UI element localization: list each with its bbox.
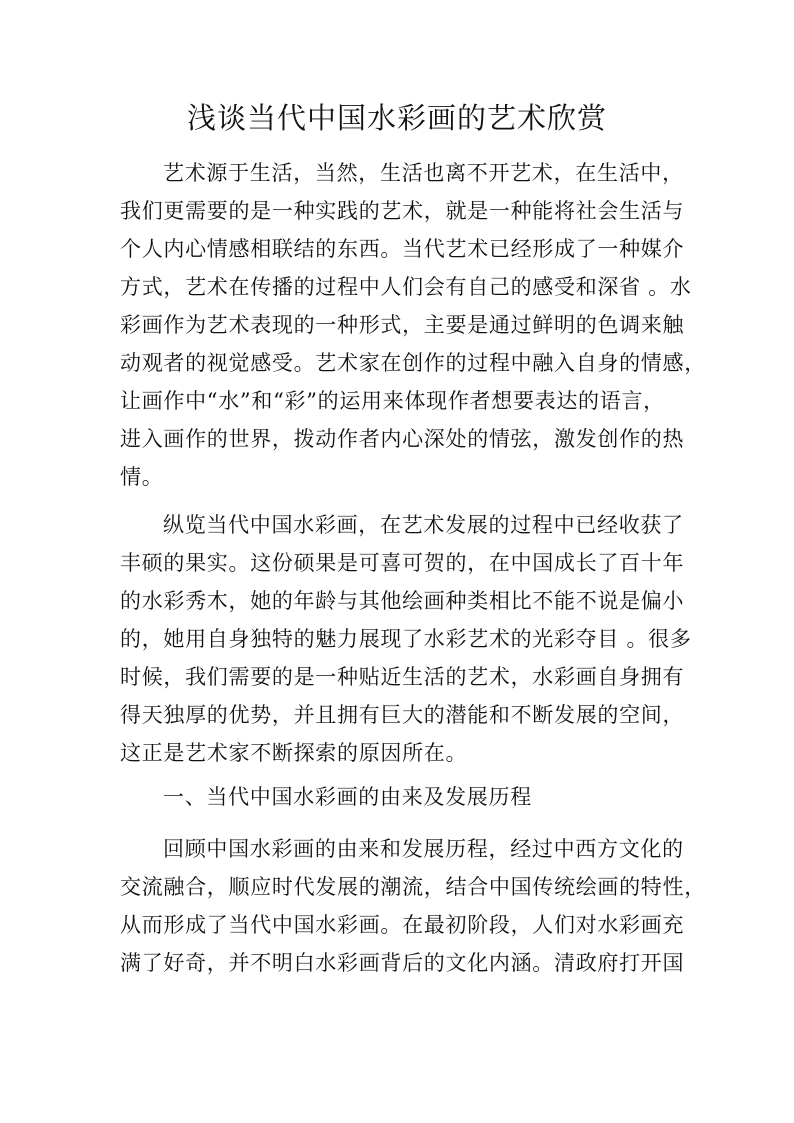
paragraph-2-line-4: 的，她用自身独特的魅力展现了水彩艺术的光彩夺目 。很多 (120, 627, 692, 651)
paragraph-1-line-2: 我们更需要的是一种实践的艺术，就是一种能将社会生活与 (120, 199, 685, 223)
paragraph-2-line-1: 纵览当代中国水彩画，在艺术发展的过程中已经收获了 (163, 513, 684, 537)
paragraph-3-line-1: 回顾中国水彩画的由来和发展历程，经过中西方文化的 (163, 837, 684, 861)
section-heading-1: 一、当代中国水彩画的由来及发展历程 (163, 785, 532, 809)
paragraph-3-line-2: 交流融合，顺应时代发展的潮流，结合中国传统绘画的特性， (120, 875, 706, 899)
document-title: 浅谈当代中国水彩画的艺术欣赏 (186, 101, 607, 135)
paragraph-2-line-6: 得天独厚的优势，并且拥有巨大的潜能和不断发展的空间， (120, 703, 685, 727)
paragraph-1-line-6: 动观者的视觉感受。艺术家在创作的过程中融入自身的情感， (120, 351, 706, 375)
paragraph-3-line-3: 从而形成了当代中国水彩画。在最初阶段，人们对水彩画充 (120, 913, 685, 937)
paragraph-1-line-3: 个人内心情感相联结的东西。当代艺术已经形成了一种媒介 (120, 237, 685, 261)
paragraph-1-line-1: 艺术源于生活，当然，生活也离不开艺术，在生活中， (163, 161, 684, 185)
paragraph-2-line-5: 时候，我们需要的是一种贴近生活的艺术，水彩画自身拥有 (120, 665, 685, 689)
paragraph-1-line-8: 进入画作的世界，拨动作者内心深处的情弦，激发创作的热 (120, 427, 685, 451)
paragraph-2-line-3: 的水彩秀木，她的年龄与其他绘画种类相比不能不说是偏小 (120, 589, 685, 613)
paragraph-1-line-4: 方式，艺术在传播的过程中人们会有自己的感受和深省 。水 (120, 275, 692, 299)
paragraph-2-line-2: 丰硕的果实。这份硕果是可喜可贺的，在中国成长了百十年 (120, 551, 685, 575)
paragraph-1-line-9: 情。 (120, 465, 164, 489)
paragraph-3-line-4: 满了好奇，并不明白水彩画背后的文化内涵。清政府打开国 (120, 951, 685, 975)
paragraph-1-line-7: 让画作中“水”和“彩”的运用来体现作者想要表达的语言， (120, 389, 665, 413)
paragraph-1-line-5: 彩画作为艺术表现的一种形式，主要是通过鲜明的色调来触 (120, 313, 685, 337)
paragraph-2-line-7: 这正是艺术家不断探索的原因所在。 (120, 741, 468, 765)
